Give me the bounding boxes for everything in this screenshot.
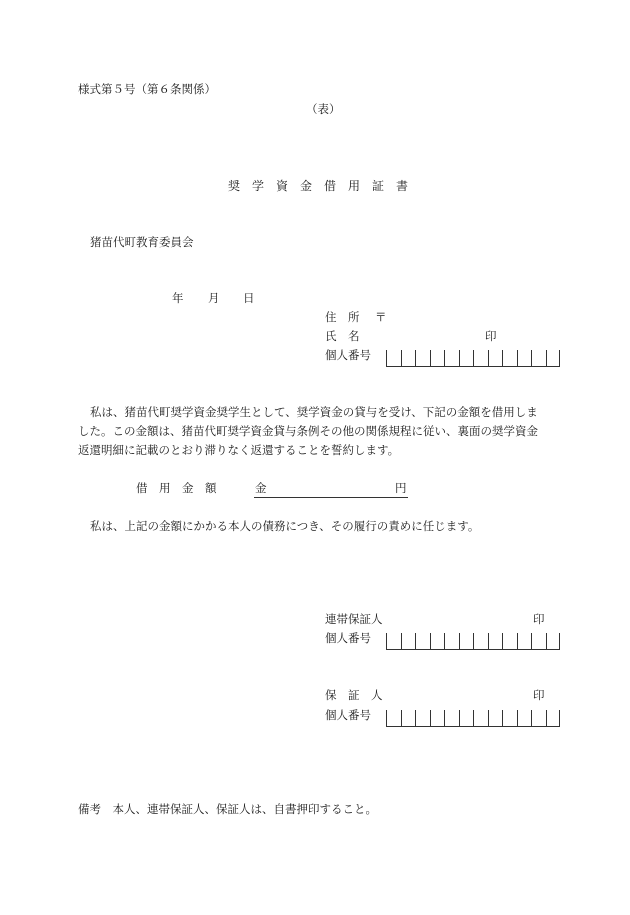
side-note: （表） — [306, 102, 341, 116]
id-digit-box — [546, 633, 561, 650]
id-digit-box — [444, 710, 459, 727]
address-label: 住 所 — [325, 310, 360, 324]
id-digit-box — [415, 633, 430, 650]
id-digit-box — [459, 633, 474, 650]
id-digit-box — [444, 633, 459, 650]
body-text-line-1: 私は、猪苗代町奨学資金奨学生として、奨学資金の貸与を受け、下記の金額を借用しま — [90, 405, 538, 419]
id-digit-box — [517, 710, 532, 727]
borrower-seal-mark: 印 — [485, 329, 497, 343]
id-digit-box — [386, 633, 401, 650]
id-digit-box — [517, 633, 532, 650]
id-digit-box — [546, 350, 561, 367]
id-digit-box — [546, 710, 561, 727]
id-digit-box — [386, 350, 401, 367]
id-digit-box — [415, 710, 430, 727]
body-text-line-2: した。この金額は、猪苗代町奨学資金貸与条例その他の関係規程に従い、裏面の奨学資金 — [78, 424, 538, 438]
id-digit-box — [430, 710, 445, 727]
id-digit-box — [473, 633, 488, 650]
id-digit-box — [531, 350, 546, 367]
id-digit-box — [531, 710, 546, 727]
id-digit-box — [401, 710, 416, 727]
guarantor-id-label: 個人番号 — [325, 708, 371, 722]
id-digit-box — [502, 633, 517, 650]
amount-label: 借 用 金 額 — [136, 481, 217, 495]
id-digit-box — [488, 633, 503, 650]
id-digit-box — [473, 710, 488, 727]
id-digit-box — [473, 350, 488, 367]
id-digit-box — [502, 710, 517, 727]
joint-guarantor-id-boxes — [386, 631, 560, 650]
borrower-id-boxes — [386, 348, 560, 367]
amount-underline — [254, 497, 408, 498]
date-month-label: 月 — [208, 291, 220, 305]
pledge-text: 私は、上記の金額にかかる本人の債務につき、その履行の責めに任じます。 — [90, 519, 480, 533]
id-digit-box — [488, 350, 503, 367]
id-digit-box — [430, 350, 445, 367]
id-digit-box — [415, 350, 430, 367]
id-digit-box — [502, 350, 517, 367]
name-label: 氏 名 — [325, 329, 360, 343]
joint-guarantor-seal-mark: 印 — [533, 612, 545, 626]
id-digit-box — [444, 350, 459, 367]
document-title: 奨 学 資 金 借 用 証 書 — [228, 179, 409, 193]
id-digit-box — [517, 350, 532, 367]
postal-mark: 〒 — [375, 310, 387, 324]
id-digit-box — [386, 710, 401, 727]
borrower-id-label: 個人番号 — [325, 348, 371, 362]
joint-guarantor-id-label: 個人番号 — [325, 631, 371, 645]
remarks-note: 備考 本人、連帯保証人、保証人は、自書押印すること。 — [78, 802, 377, 816]
amount-prefix: 金 — [255, 481, 267, 495]
guarantor-label: 保 証 人 — [325, 688, 383, 702]
body-text-line-3: 返還明細に記載のとおり滞りなく返還することを誓約します。 — [78, 443, 400, 457]
date-year-label: 年 — [172, 291, 184, 305]
id-digit-box — [401, 350, 416, 367]
id-digit-box — [430, 633, 445, 650]
id-digit-box — [459, 710, 474, 727]
date-day-label: 日 — [243, 291, 255, 305]
joint-guarantor-label: 連帯保証人 — [325, 612, 383, 626]
form-number: 様式第５号（第６条関係） — [78, 82, 216, 96]
addressee: 猪苗代町教育委員会 — [90, 235, 194, 249]
amount-suffix: 円 — [395, 481, 407, 495]
id-digit-box — [401, 633, 416, 650]
guarantor-id-boxes — [386, 708, 560, 727]
guarantor-seal-mark: 印 — [533, 688, 545, 702]
id-digit-box — [459, 350, 474, 367]
id-digit-box — [488, 710, 503, 727]
id-digit-box — [531, 633, 546, 650]
